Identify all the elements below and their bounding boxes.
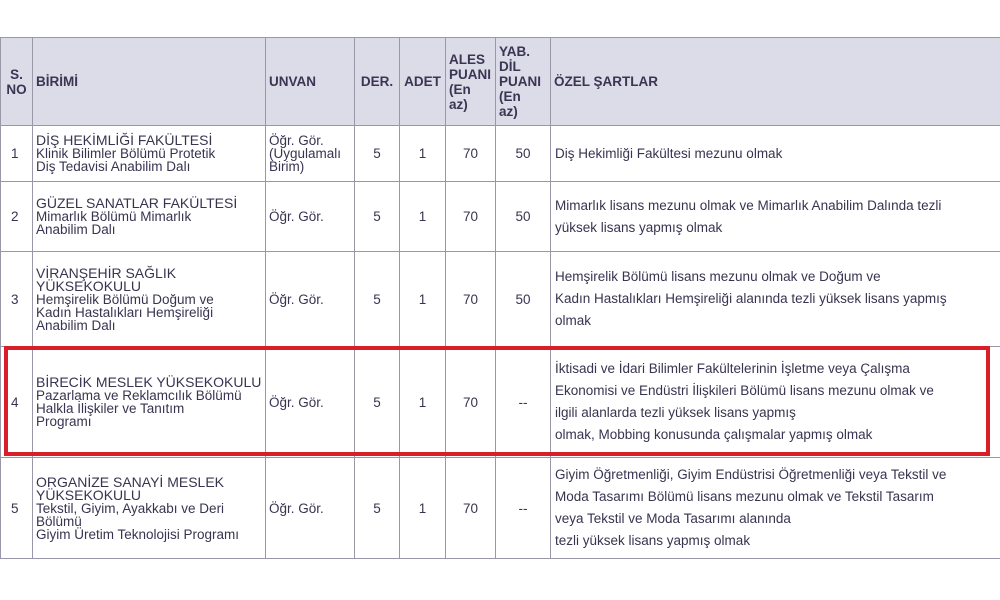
row-yab: 50 (496, 182, 551, 252)
row-ales: 70 (446, 347, 496, 458)
header-ozel-sartlar: ÖZEL ŞARTLAR (551, 38, 1000, 126)
row-der: 5 (355, 458, 400, 559)
row-unit: ORGANİZE SANAYİ MESLEK YÜKSEKOKULU Tekstil, Giyim, Ayakkabı ve Deri Bölümü Giyim Üretim Teknolojisi Programı (33, 458, 266, 559)
page-bottom-margin (0, 562, 1000, 600)
header-ales: ALES PUANI (En az) (446, 38, 496, 126)
row-ozel-sartlar: Mimarlık lisans mezunu olmak ve Mimarlık Anabilim Dalında tezli yüksek lisans yapmış olmak (551, 182, 1000, 252)
header-yab: YAB. DİL PUANI (En az) (496, 38, 551, 126)
row-adet: 1 (400, 126, 446, 182)
row-unit: DİŞ HEKİMLİĞİ FAKÜLTESİ Klinik Bilimler Bölümü Protetik Diş Tedavisi Anabilim Dalı (33, 126, 266, 182)
row-ozel-sartlar: Hemşirelik Bölümü lisans mezunu olmak ve Doğum ve Kadın Hastalıkları Hemşireliği alanında tezli yüksek lisans yapmış olmak (551, 252, 1000, 347)
header-unvan: UNVAN (266, 38, 355, 126)
header-row (1, 38, 1000, 126)
positions-table (0, 37, 1000, 559)
row-ales: 70 (446, 458, 496, 559)
table-row (1, 252, 1000, 347)
row-unvan: Öğr. Gör. (266, 182, 355, 252)
row-unvan: Öğr. Gör. (266, 252, 355, 347)
header-adet: ADET (400, 38, 446, 126)
row-ales: 70 (446, 126, 496, 182)
row-yab: 50 (496, 126, 551, 182)
row-der: 5 (355, 252, 400, 347)
row-sno: 4 (1, 347, 33, 458)
header-der: DER. (355, 38, 400, 126)
row-der: 5 (355, 182, 400, 252)
table-row (1, 347, 1000, 458)
row-sno: 1 (1, 126, 33, 182)
row-sno: 2 (1, 182, 33, 252)
row-der: 5 (355, 347, 400, 458)
header-birimi: BİRİMİ (33, 38, 266, 126)
row-adet: 1 (400, 458, 446, 559)
row-adet: 1 (400, 347, 446, 458)
row-der: 5 (355, 126, 400, 182)
row-unit: BİRECİK MESLEK YÜKSEKOKULU Pazarlama ve Reklamcılık Bölümü Halkla İlişkiler ve Tanıtım Programı (33, 347, 266, 458)
row-sno: 5 (1, 458, 33, 559)
table-row (1, 458, 1000, 559)
row-ozel-sartlar: Giyim Öğretmenliği, Giyim Endüstrisi Öğretmenliği veya Tekstil ve Moda Tasarımı Bölümü lisans mezunu olmak ve Tekstil Tasarım veya Tekstil ve Moda Tasarımı alanında tezli yüksek lisans yapmış olmak (551, 458, 1000, 559)
row-ales: 70 (446, 252, 496, 347)
row-ozel-sartlar: İktisadi ve İdari Bilimler Fakültelerinin İşletme veya Çalışma Ekonomisi ve Endüstri İlişkileri Bölümü lisans mezunu olmak ve ilgili alanlarda tezli yüksek lisans yapmış olmak, Mobbing konusunda çalışmalar yapmış olmak (551, 347, 1000, 458)
table-row (1, 126, 1000, 182)
row-unvan: Öğr. Gör. (266, 458, 355, 559)
row-unvan: Öğr. Gör. (Uygulamalı Birim) (266, 126, 355, 182)
row-unit: GÜZEL SANATLAR FAKÜLTESİ Mimarlık Bölümü Mimarlık Anabilim Dalı (33, 182, 266, 252)
row-adet: 1 (400, 252, 446, 347)
row-yab: 50 (496, 252, 551, 347)
row-yab: -- (496, 458, 551, 559)
header-sno: S. NO (1, 38, 33, 126)
row-yab: -- (496, 347, 551, 458)
row-adet: 1 (400, 182, 446, 252)
row-ales: 70 (446, 182, 496, 252)
row-ozel-sartlar: Diş Hekimliği Fakültesi mezunu olmak (551, 126, 1000, 182)
row-unit: VİRANŞEHİR SAĞLIK YÜKSEKOKULU Hemşirelik Bölümü Doğum ve Kadın Hastalıkları Hemşireliği Anabilim Dalı (33, 252, 266, 347)
row-sno: 3 (1, 252, 33, 347)
row-unvan: Öğr. Gör. (266, 347, 355, 458)
table-row (1, 182, 1000, 252)
